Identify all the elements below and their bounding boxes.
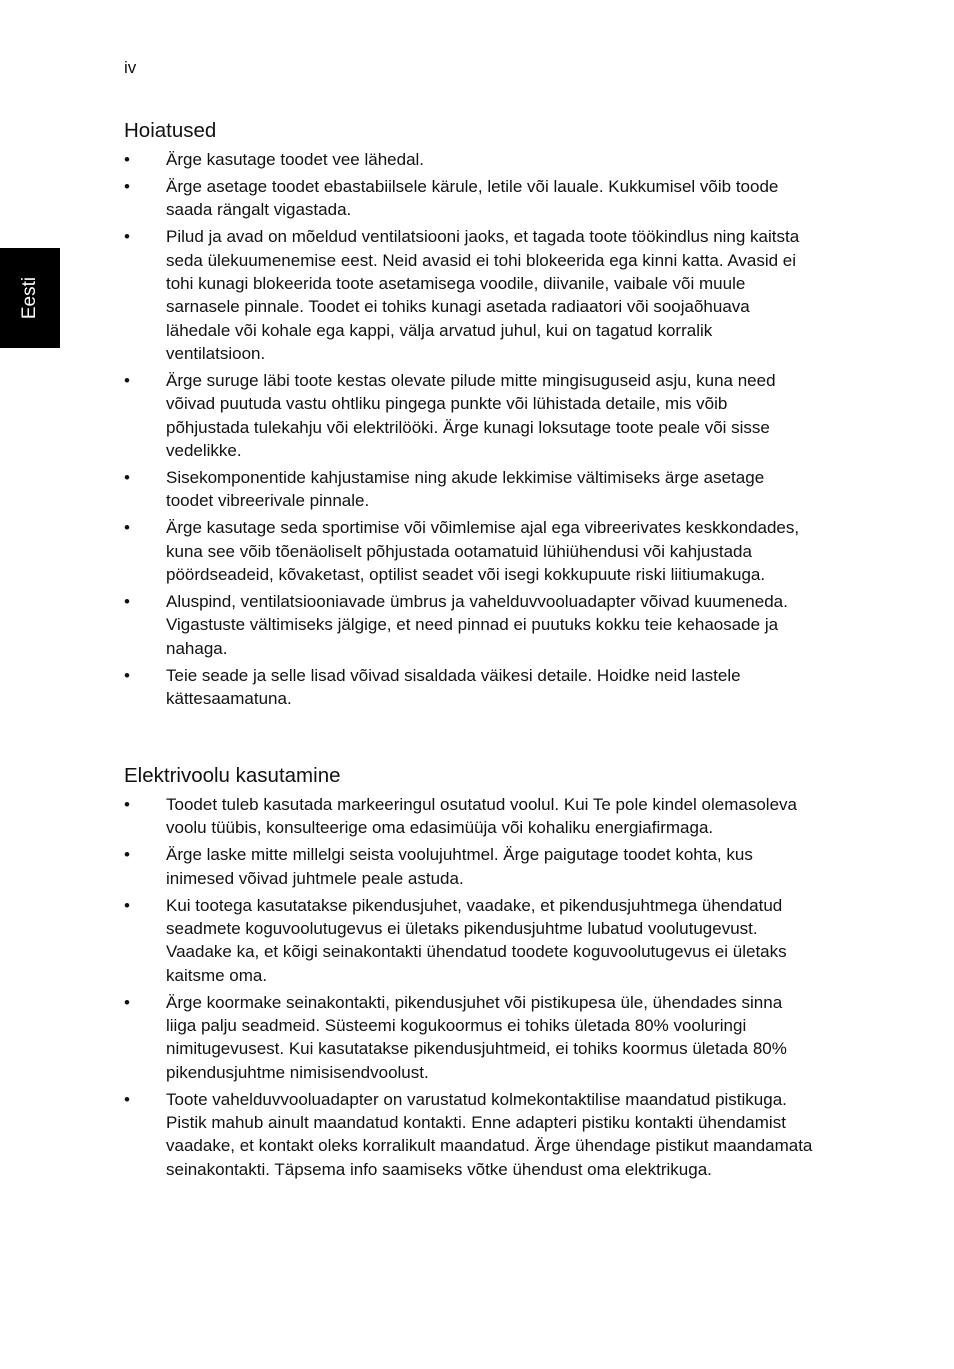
list-item <box>124 369 814 462</box>
list-item <box>124 466 814 513</box>
list-item <box>124 664 814 711</box>
power-list <box>124 793 814 1181</box>
list-item <box>124 516 814 586</box>
list-item-text: Ärge laske mitte millelgi seista voolujuhtmel. Ärge paigutage toodet kohta, kus inimesed võivad juhtmele peale astuda. <box>166 845 753 888</box>
bullet-icon: • <box>124 592 130 612</box>
list-item-text: Ärge suruge läbi toote kestas olevate pilude mitte mingisuguseid asju, kuna need võivad puutuda vastu ohtliku pingega punkte või lühistada detaile, mis võib põhjustada tulekahju või elektrilööki. Ärge kunagi loksutage toote peale või sisse vedelikke. <box>166 371 776 460</box>
list-item-text: Ärge asetage toodet ebastabiilsele kärule, letile või lauale. Kukkumisel võib toode saada rängalt vigastada. <box>166 177 779 220</box>
bullet-icon: • <box>124 227 130 247</box>
list-item <box>124 148 814 171</box>
list-item-text: Aluspind, ventilatsiooniavade ümbrus ja vahelduvvooluadapter võivad kuumeneda. Vigastuste vältimiseks jälgige, et need pinnad ei puutuks kokku teie kehaosade ja nahaga. <box>166 592 788 658</box>
bullet-icon: • <box>124 518 130 538</box>
bullet-icon: • <box>124 992 130 1012</box>
list-item-text: Ärge kasutage toodet vee lähedal. <box>166 150 425 169</box>
bullet-icon: • <box>124 1089 130 1109</box>
bullet-icon: • <box>124 177 130 197</box>
language-tab-label: Eesti <box>19 276 40 320</box>
list-item-text: Toodet tuleb kasutada markeeringul osutatud voolul. Kui Te pole kindel olemasoleva voolu tüübis, konsulteerige oma edasimüüja või kohaliku energiafirmaga. <box>166 795 797 838</box>
list-item-text: Kui tootega kasutatakse pikendusjuhet, vaadake, et pikendusjuhtmega ühendatud seadmete koguvoolutugevus ei ületaks pikendusjuhtme lubatud voolutugevust. Vaadake ka, et kõigi seinakontakti ühendatud toodete koguvoolutugevus ei ületaks kaitsme oma. <box>166 895 787 985</box>
bullet-icon: • <box>124 895 130 915</box>
list-item-text: Sisekomponentide kahjustamise ning akude lekkimise vältimiseks ärge asetage toodet vibreerivale pinnale. <box>166 468 765 511</box>
list-item <box>124 991 814 1084</box>
list-item <box>124 894 814 987</box>
page-number: iv <box>124 58 137 77</box>
bullet-icon: • <box>124 795 130 814</box>
bullet-icon: • <box>124 150 130 169</box>
list-item <box>124 175 814 222</box>
power-section <box>124 763 814 1185</box>
list-item <box>124 1088 814 1181</box>
bullet-icon: • <box>124 468 130 488</box>
list-item <box>124 225 814 365</box>
list-item <box>124 793 814 840</box>
section-title-power: Elektrivoolu kasutamine <box>124 764 341 787</box>
list-item-text: Toote vahelduvvooluadapter on varustatud kolmekontaktilise maandatud pistikuga. Pistik mahub ainult maandatud kontakti. Enne adapteri pistiku kontakti ühendamist vaadake, et kontakt oleks korralikult maandatud. Ärge ühendage pistikut maandamata seinakontakti. Täpsema info saamiseks võtke ühendust oma elektrikuga. <box>166 1089 813 1179</box>
list-item-text: Ärge kasutage seda sportimise või võimlemise ajal ega vibreerivates keskkondades, kuna see võib tõenäoliselt põhjustada ootamatuid lühiühendusi või kahjustada pöördseadeid, kõvaketast, optilist seadet või isegi kokkupuute riski liitiumakuga. <box>166 518 800 585</box>
warnings-list <box>124 148 814 710</box>
language-side-tab <box>0 248 60 348</box>
list-item-text: Pilud ja avad on mõeldud ventilatsiooni jaoks, et tagada toote töökindlus ning kaitsta seda ülekuumenemise eest. Neid avasid ei tohi blokeerida ega kinni katta. Avasid ei tohi kunagi blokeerida toote asetamisega voodile, diivanile, vaibale või muule sarnasele pinnale. Toodet ei tohiks kunagi asetada radiaatori või soojaõhuava lähedale või kohale ega kappi, välja arvatud juhul, kui on tagatud korralik ventilatsioon. <box>166 227 800 363</box>
list-item-text: Teie seade ja selle lisad võivad sisaldada väikesi detaile. Hoidke neid lastele kättesaamatuna. <box>166 665 741 709</box>
bullet-icon: • <box>124 371 130 391</box>
bullet-icon: • <box>124 845 130 865</box>
section-title-warnings: Hoiatused <box>124 119 217 142</box>
list-item-text: Ärge koormake seinakontakti, pikendusjuhet või pistikupesa üle, ühendades sinna liiga palju seadmeid. Süsteemi kogukoormus ei tohiks ületada 80% vooluringi nimitugevusest. Kui kasutatakse pikendusjuhtmeid, ei tohiks koormus ületada 80% pikendusjuhtme nimisisendvoolust. <box>166 992 787 1082</box>
bullet-icon: • <box>124 665 130 685</box>
warnings-section <box>124 118 814 714</box>
list-item <box>124 843 814 890</box>
list-item <box>124 590 814 660</box>
